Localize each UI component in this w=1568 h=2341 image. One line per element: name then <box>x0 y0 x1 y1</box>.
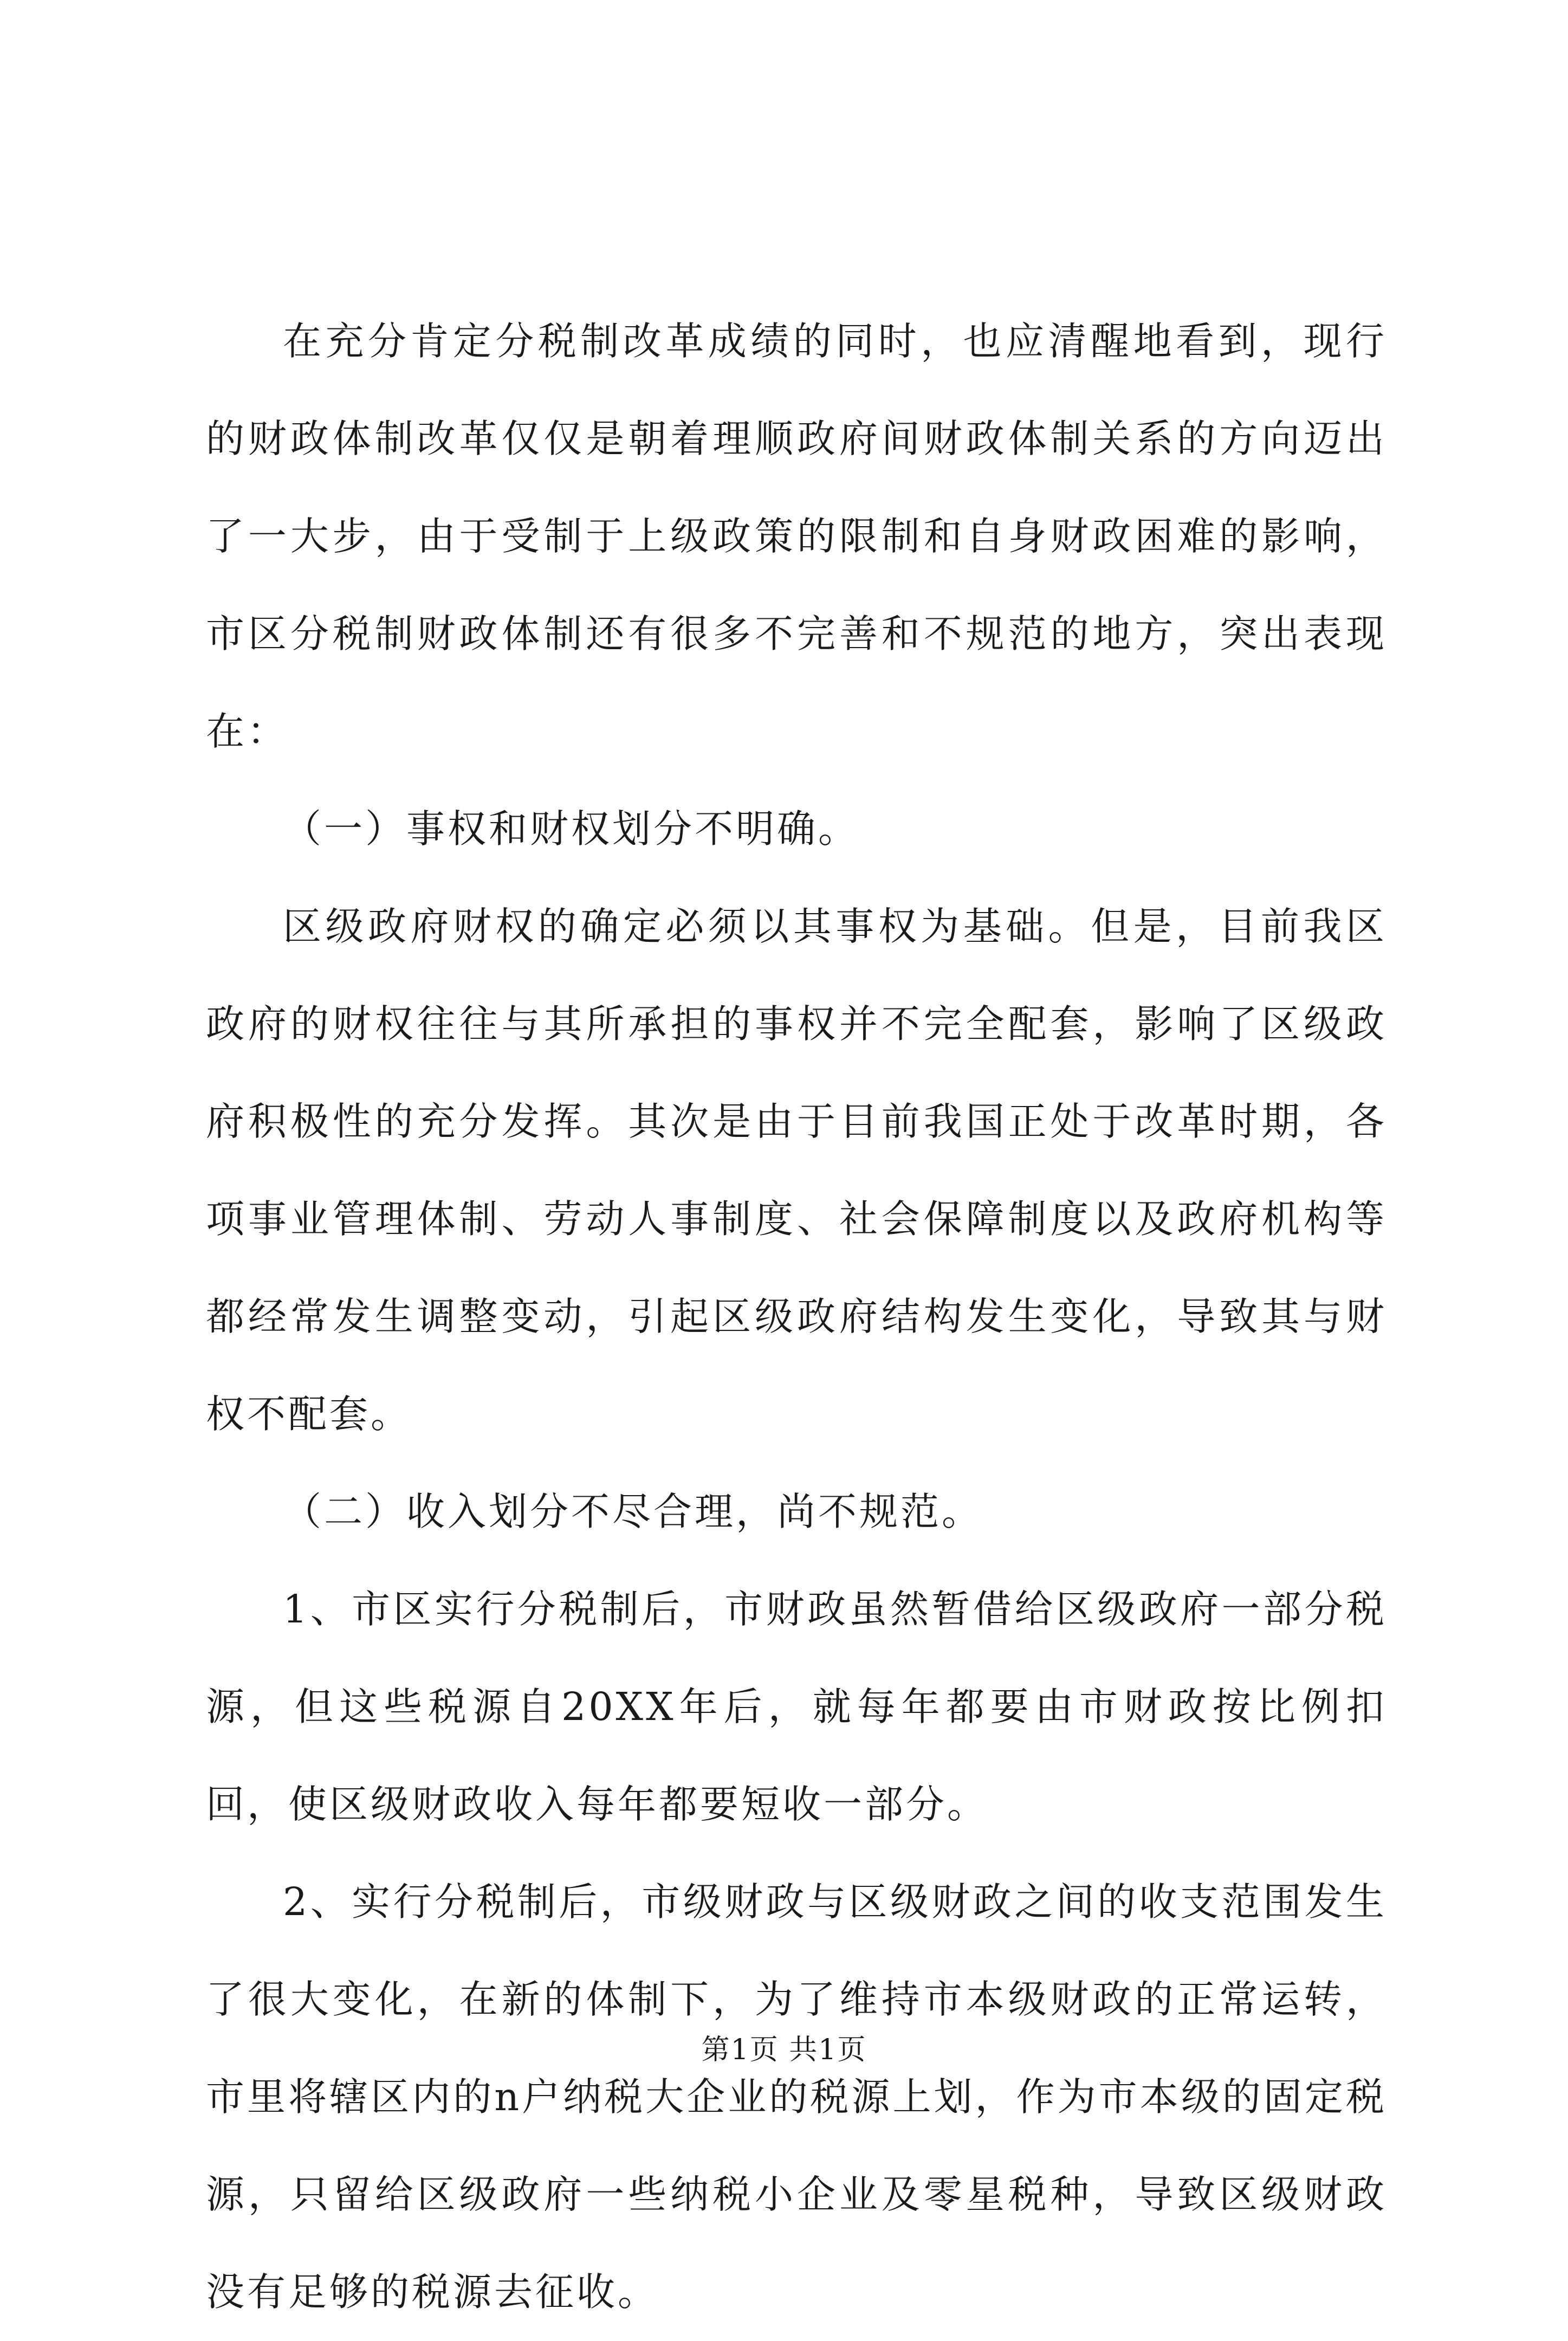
section-heading-2: （二）收入划分不尽合理，尚不规范。 <box>283 1489 983 1534</box>
page-footer <box>0 2027 1568 2067</box>
page-number-label: 第1页 共1页 <box>701 2034 867 2066</box>
paragraph-item-2: 2、实行分税制后，市级财政与区级财政之间的收支范围发生了很大变化，在新的体制下，为了维持市本级财政的正常运转，市里将辖区内的n户纳税大企业的税源上划，作为市本级的固定税源，只留给区级政府一些纳税小企业及零星税种，导致区级财政没有足够的税源去征收。 <box>206 1879 1387 2314</box>
paragraph-item-1: 1、市区实行分税制后，市财政虽然暂借给区级政府一部分税源，但这些税源自20XX年后，就每年都要由市财政按比例扣回，使区级财政收入每年都要短收一部分。 <box>206 1587 1387 1827</box>
paragraph-intro: 在充分肯定分税制改革成绩的同时，也应清醒地看到，现行的财政体制改革仅仅是朝着理顺政府间财政体制关系的方向迈出了一大步，由于受制于上级政策的限制和自身财政困难的影响，市区分税制财政体制还有很多不完善和不规范的地方，突出表现在： <box>206 319 1387 754</box>
paragraph-section-1: 区级政府财权的确定必须以其事权为基础。但是，目前我区政府的财权往往与其所承担的事权并不完全配套，影响了区级政府积极性的充分发挥。其次是由于目前我国正处于改革时期，各项事业管理体制、劳动人事制度、社会保障制度以及政府机构等都经常发生调整变动，引起区级政府结构发生变化，导致其与财权不配套。 <box>206 904 1387 1437</box>
section-heading-1: （一）事权和财权划分不明确。 <box>283 806 860 851</box>
